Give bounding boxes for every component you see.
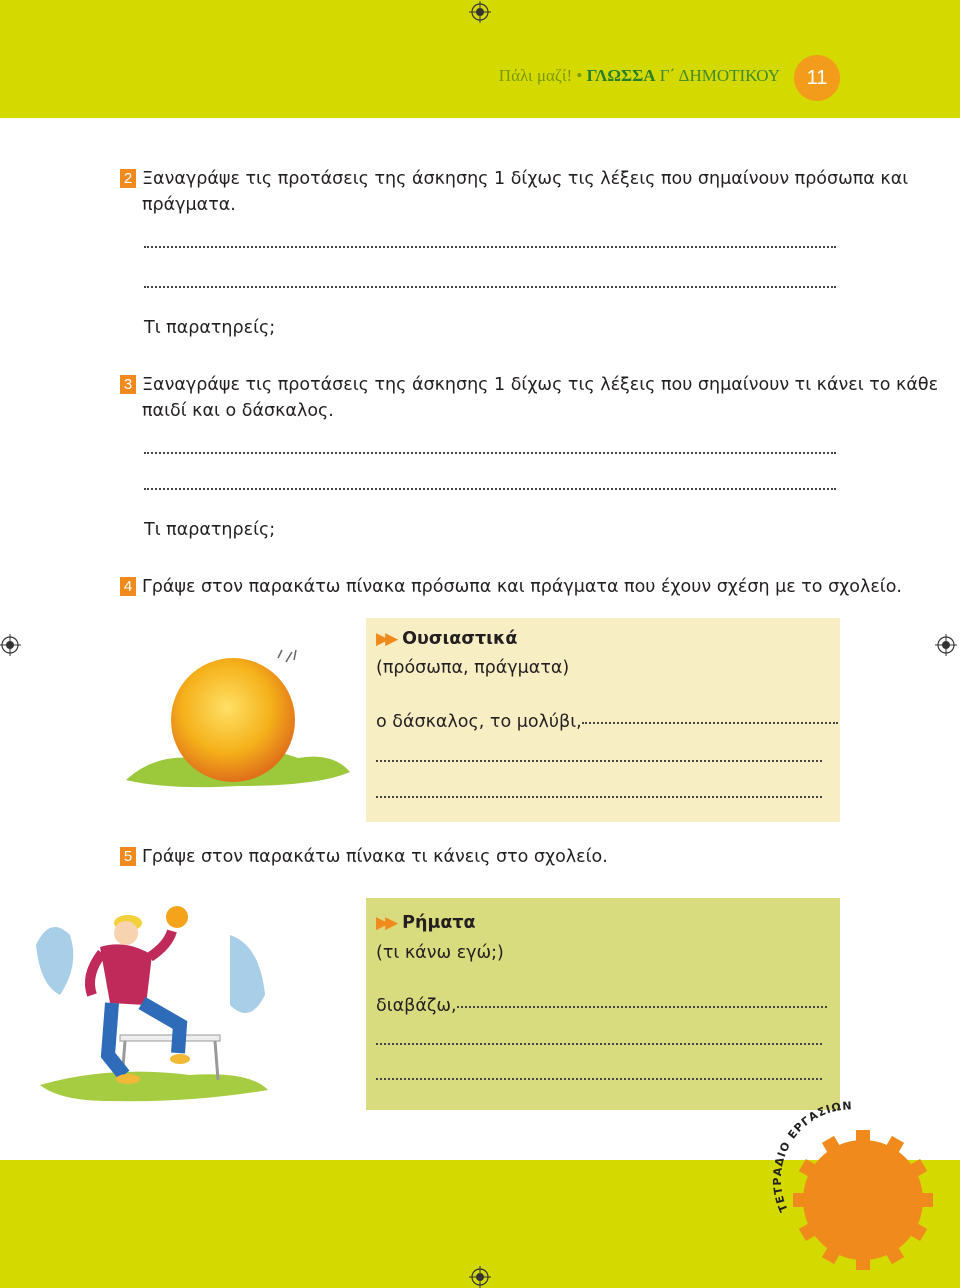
answer-line[interactable] — [144, 452, 836, 454]
instruction-line: παιδί και ο δάσκαλος. — [142, 401, 334, 421]
exercise-number: 3 — [120, 375, 136, 394]
question-text: Τι παρατηρείς; — [144, 520, 276, 540]
exercise-4-instruction — [120, 574, 902, 600]
exercise-number: 4 — [120, 577, 136, 596]
nouns-title — [376, 629, 517, 649]
series-title: Πάλι μαζί! • — [498, 66, 583, 85]
fill-line[interactable] — [376, 1043, 822, 1045]
nouns-answer-row[interactable] — [376, 712, 838, 732]
instruction-line: Ξαναγράψε τις προτάσεις της άσκησης 1 δίχως τις λέξεις που σημαίνουν πρόσωπα και — [142, 169, 909, 189]
verbs-subtitle: (τι κάνω εγώ;) — [376, 943, 504, 963]
verbs-table — [366, 898, 840, 1110]
verbs-answer-row[interactable] — [376, 1033, 822, 1053]
question-text: Τι παρατηρείς; — [144, 318, 276, 338]
nouns-subtitle: (πρόσωπα, πράγματα) — [376, 658, 570, 678]
grade-title: Γ΄ ΔΗΜΟΤΙΚΟΥ — [659, 66, 780, 85]
double-arrow-icon: ▶▶ — [376, 629, 395, 649]
boy-playing-ball-illustration — [30, 875, 270, 1105]
fill-line[interactable] — [376, 760, 822, 762]
instruction-line: Ξαναγράψε τις προτάσεις της άσκησης 1 δίχως τις λέξεις που σημαίνουν τι κάνει το κάθε — [142, 375, 939, 395]
stamp-text: ΤΕΤΡΑΔΙΟ ΕΡΓΑΣΙΩΝ — [770, 1100, 853, 1214]
nouns-answer-row[interactable] — [376, 750, 822, 770]
registration-mark-icon — [0, 634, 21, 656]
registration-mark-icon — [469, 1266, 491, 1288]
verbs-answer-row[interactable] — [376, 1068, 822, 1088]
nouns-example: ο δάσκαλος, το μολύβι, — [376, 712, 582, 732]
exercise-number: 2 — [120, 169, 136, 188]
exercise-5-instruction — [120, 844, 608, 870]
exercise-number: 5 — [120, 847, 136, 866]
running-head — [499, 66, 780, 86]
page-header — [0, 0, 960, 118]
nouns-table — [366, 618, 840, 822]
subject-title: ΓΛΩΣΣΑ — [586, 66, 656, 85]
answer-line[interactable] — [144, 246, 836, 248]
instruction-line: πράγματα. — [142, 195, 236, 215]
answer-line[interactable] — [144, 286, 836, 288]
fill-line[interactable] — [457, 1006, 827, 1008]
ball-illustration — [118, 640, 358, 790]
exercise-3-instruction — [120, 372, 938, 424]
gear-stamp-icon — [768, 1100, 938, 1270]
instruction-line: Γράψε στον παρακάτω πίνακα τι κάνεις στο σχολείο. — [142, 847, 608, 867]
verbs-example: διαβάζω, — [376, 996, 457, 1016]
fill-line[interactable] — [582, 722, 838, 724]
nouns-answer-row[interactable] — [376, 786, 822, 806]
nouns-title-text: Ουσιαστικά — [402, 629, 518, 649]
fill-line[interactable] — [376, 796, 822, 798]
verbs-answer-row[interactable] — [376, 996, 827, 1016]
double-arrow-icon: ▶▶ — [376, 913, 395, 933]
page-number: 11 — [794, 55, 840, 101]
instruction-line: Γράψε στον παρακάτω πίνακα πρόσωπα και πράγματα που έχουν σχέση με το σχολείο. — [142, 577, 902, 597]
verbs-title — [376, 913, 476, 933]
registration-mark-icon — [935, 634, 957, 656]
fill-line[interactable] — [376, 1078, 822, 1080]
exercise-2-instruction — [120, 166, 908, 218]
verbs-title-text: Ρήματα — [402, 913, 476, 933]
answer-line[interactable] — [144, 488, 836, 490]
